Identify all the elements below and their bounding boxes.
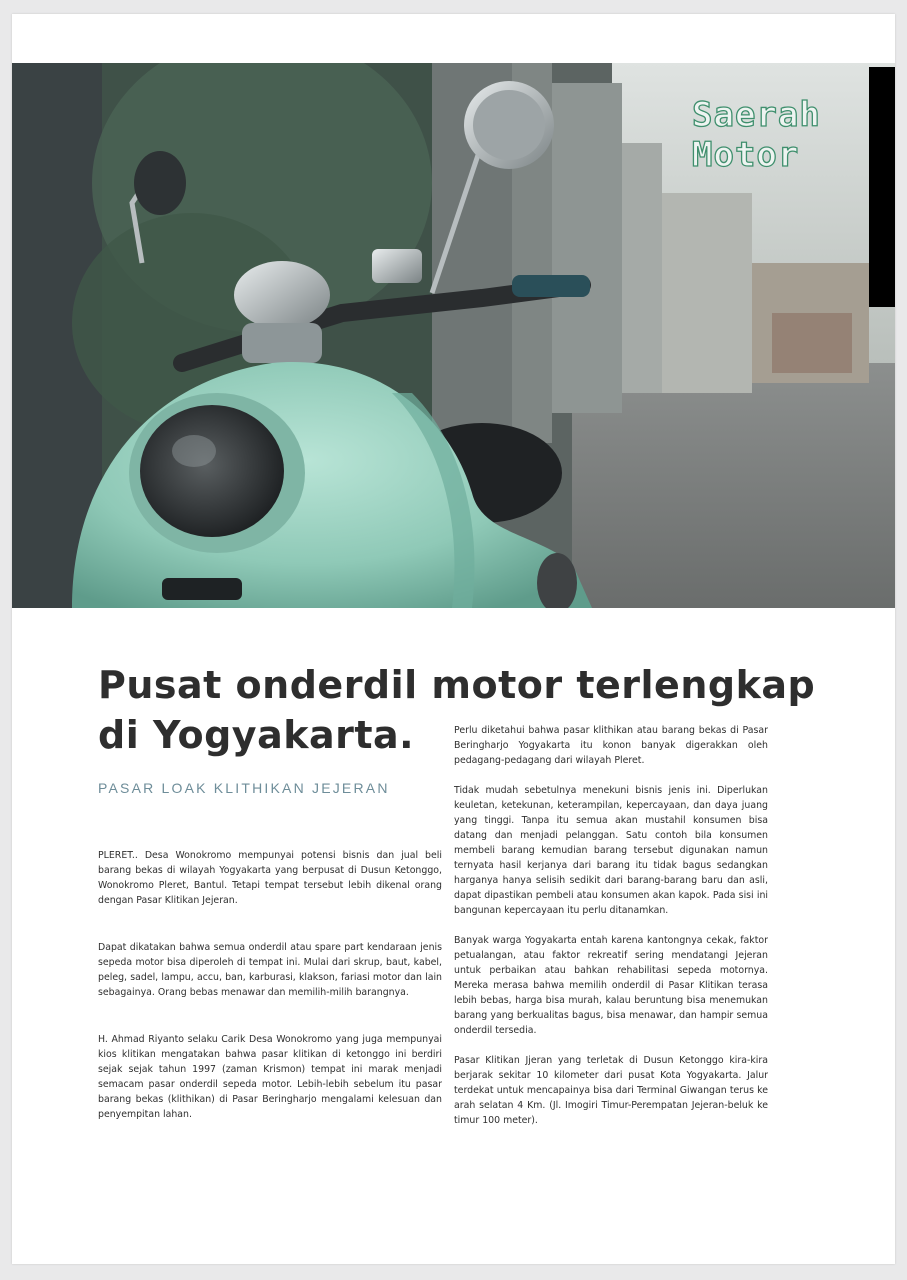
left-paragraph-3: H. Ahmad Riyanto selaku Carik Desa Wonokromo yang juga mempunyai kios klitikan mengatakan bahwa pasar klitikan di ketonggo ini berdiri sejak sejak tahun 1997 (zaman Krismon) tempat ini marak menjadi semacam pasar onderdil sepeda motor. Lebih-lebih sebelum itu pasar barang bekas (klithikan) di Pasar Beringharjo mengalami kelesuan dan penyempitan lahan. [98,1034,442,1120]
right-paragraph-1: Perlu diketahui bahwa pasar klithikan atau barang bekas di Pasar Beringharjo Yogyakarta itu konon banyak digerakkan oleh pedagang-pedagang dari wilayah Pleret. [454,725,768,766]
saerah-motor-logo [692,95,821,175]
right-paragraph-3: Banyak warga Yogyakarta entah karena kantongnya cekak, faktor petualangan, atau faktor rekreatif sering mendatangi Jejeran untuk perbaikan atau bahkan rehabilitasi sepeda motornya. Mereka merasa bahwa memilih onderdil di Pasar Klitikan terasa lebih bebas, harga bisa murah, kalau beruntung bisa menemukan barang yang berkualitas bagus, bisa menawar, dan hampir semua onderdil tersedia. [454,935,768,1036]
right-paragraph-4: Pasar Klitikan Jjeran yang terletak di Dusun Ketonggo kira-kira berjarak sekitar 10 kilometer dari pusat Kota Yogyakarta. Jalur terdekat untuk mencapainya bisa dari Terminal Giwangan terus ke arah selatan 4 Km. (Jl. Imogiri Timur-Perempatan Jejeran-beluk ke timur 100 meter). [454,1055,768,1126]
hero-photo [12,63,895,608]
magazine-page [12,14,895,1264]
left-paragraph-2: Dapat dikatakan bahwa semua onderdil atau spare part kendaraan jenis sepeda motor bisa diperoleh di tempat ini. Mulai dari skrup, baut, kabel, peleg, sadel, lampu, accu, ban, karburasi, klakson, fariasi motor dan lain sebagainya. Orang bebas menawar dan memilih-milih barangnya. [98,942,442,998]
article-headline: Pusat onderdil motor terlengkap di Yogyakarta. [98,663,816,757]
article-subtitle: PASAR LOAK KLITHIKAN JEJERAN [98,780,390,796]
black-edge-bar [869,67,895,307]
left-paragraph-1: PLERET.. Desa Wonokromo mempunyai potensi bisnis dan jual beli barang bekas di wilayah Yogyakarta yang berpusat di Dusun Ketonggo, Wonokromo Pleret, Bantul. Tetapi tempat tersebut lebih dikenal orang dengan Pasar Klitikan Jejeran. [98,850,442,906]
right-paragraph-2: Tidak mudah sebetulnya menekuni bisnis jenis ini. Diperlukan keuletan, ketekunan, keterampilan, kepercayaan, dan daya juang yang tinggi. Tanpa itu semua akan mustahil konsumen bisa datang dan menjadi pelanggan. Satu contoh bila konsumen membeli barang kemudian barang tersebut digunakan namun ternyata hasil kerjanya dari barang itu tidak bagus sedangkan harganya hanya selisih sedikit dari barang-barang baru dan asli, dapat dipastikan pembeli atau konsumen akan kapok. Pada sisi ini bangunan kepercayaan itu perlu ditanamkan. [454,785,768,916]
logo-line-2: Motor [692,135,800,175]
logo-line-1: Saerah [692,95,821,135]
left-column [98,848,442,1154]
right-column [454,723,768,1143]
